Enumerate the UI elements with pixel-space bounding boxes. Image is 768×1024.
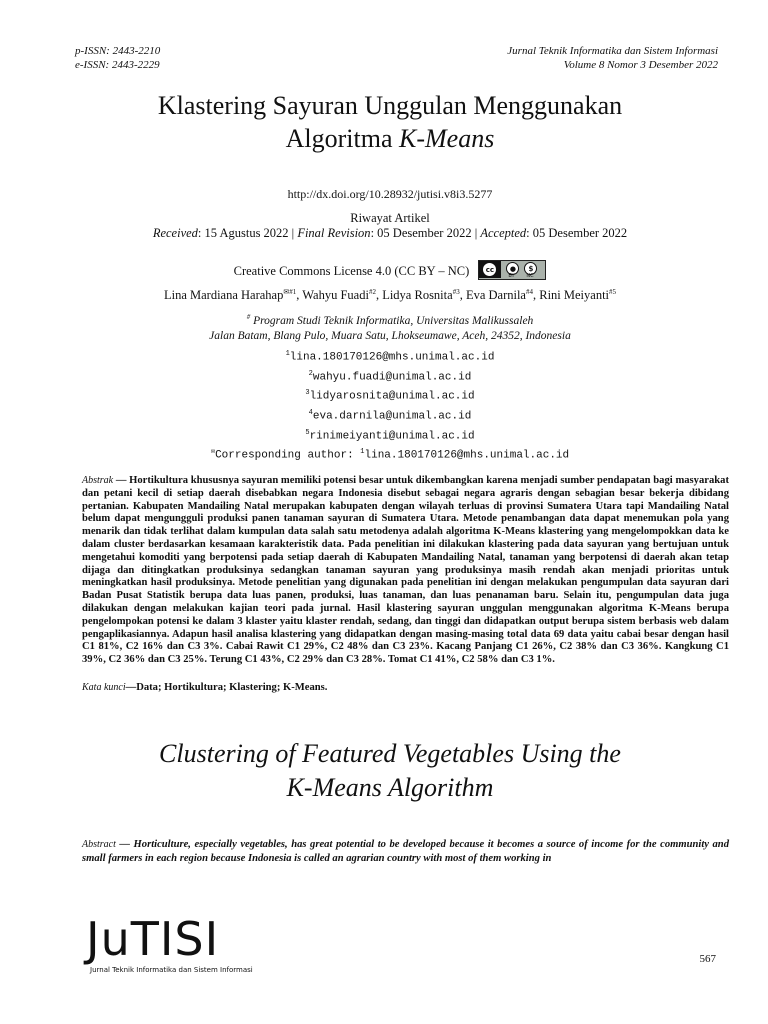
english-abstract-label: Abstract bbox=[82, 839, 116, 850]
english-abstract-text: — Horticulture, especially vegetables, has great potential to be developed because it becomes a source of income for the community and small farmers in each region because Indonesia is called an agrarian country with most of them working in bbox=[82, 839, 729, 864]
author-4-sup: #4 bbox=[525, 288, 533, 296]
envelope-icon: ✉ bbox=[210, 448, 216, 457]
history-dates bbox=[40, 226, 740, 241]
corresponding-author[interactable] bbox=[40, 444, 740, 464]
badge-nc-label: NC bbox=[526, 273, 534, 279]
cc-icon: cc bbox=[482, 262, 497, 277]
received-date: : 15 Agustus 2022 | bbox=[197, 226, 298, 240]
email-sup: 5 bbox=[305, 428, 310, 437]
affiliation-address: Jalan Batam, Blang Pulo, Muara Satu, Lhokseumawe, Aceh, 24352, Indonesia bbox=[209, 330, 571, 342]
author-1: Lina Mardiana Harahap bbox=[163, 288, 284, 303]
accepted-date: : 05 Desember 2022 bbox=[526, 226, 628, 240]
title-line-1: Klastering Sayuran Unggulan Menggunakan bbox=[157, 91, 623, 120]
cc-by-nc-badge-icon[interactable] bbox=[478, 260, 546, 280]
abstrak-label: Abstrak bbox=[82, 475, 114, 486]
nc-dollar-icon: $ bbox=[524, 262, 537, 275]
pissn: p-ISSN: 2443-2210 bbox=[75, 45, 161, 57]
email-sup: 4 bbox=[308, 408, 313, 417]
email-address: lidyarosnita@unimal.ac.id bbox=[309, 390, 475, 403]
email-sup: 3 bbox=[305, 389, 310, 398]
badge-by-label: BY bbox=[508, 273, 515, 279]
email-address: wahyu.fuadi@unimal.ac.id bbox=[312, 371, 472, 384]
eissn: e-ISSN: 2443-2229 bbox=[75, 59, 160, 71]
abstrak-text: — Hortikultura khususnya sayuran memiliki potensi besar untuk dikembangkan karena menjadi sumber pendapatan bagi masyarakat dan petani kecil di setiap daerah disebabkan negara Indonesia disebut sebagai negara agraris dengan sebagian besar bekerja dibidang pertanian. Kabupaten Mandailing Natal merupakan kabupaten dengan wilayah terluas di provinsi Sumatera Utara tapi Mandailing Natal belum dapat mengungguli produksi panen tanaman sayuran di Sumatera Utara. Metode penambangan data dapat menemukan pola yang menarik dan tidak terlihat dalam kumpulan data salah satu metodenya adalah algoritma K-Means klastering yang mengelompokkan data ke dalam cluster berdasarkan kesamaan karakteristik data. Pada penelitian ini dilakukan klastering pada data sayuran yang bertujuan untuk mengetahui komoditi yang berpotensi pada setiap daerah di Kabupaten Mandailing Natal, tanaman yang berpotensi di daerah akan tetap dijaga dan ditingkatkan produksinya sedangkan tanaman sayuran yang produksinya masih rendah akan menjadi prioritas untuk meningkatkan hasil produksinya. Metode penelitian yang digunakan pada penelitian ini dengan melakukan pengumpulan data sayuran dari Badan Pusat Statistik berupa data luas panen, produksi, luas tanaman, dan luas penanaman baru. Selain itu, pengumpulan data juga dilakukan dengan melakukan kajian teori pada jurnal. Hasil klastering sayuran unggulan menggunakan algoritma K-Means berupa pengelompokan potensi ke dalam 3 klaster yaitu klaster rendah, sedang, dan tinggi dan didapatkan output berupa sistem berbasis web dalam pengaplikasiannya. Adapun hasil analisa klastering yang didapatkan dengan masing-masing total data 69 data yaitu cabai besar dengan hasil C1 81%, C2 16% dan C3 3%. Cabai Rawit C1 29%, C2 48% dan C3 23%. Kacang Panjang C1 26%, C2 38% dan C3 36%. Kangkung C1 39%, C2 36% dan C3 25%. Terung C1 43%, C2 29% dan C3 28%. Tomat C1 41%, C2 58% dan C3 1%. bbox=[82, 475, 729, 666]
email-address: lina.180170126@mhs.unimal.ac.id bbox=[289, 351, 495, 364]
keywords-text: —Data; Hortikultura; Klastering; K-Means. bbox=[125, 682, 328, 693]
journal-name: Jurnal Teknik Informatika dan Sistem Informasi bbox=[507, 45, 718, 57]
affiliation-sup: # bbox=[246, 313, 251, 321]
email-item[interactable] bbox=[40, 385, 740, 405]
title-line-2-italic: K-Means bbox=[399, 124, 495, 153]
email-sup: 1 bbox=[285, 350, 290, 358]
author-list bbox=[40, 288, 740, 303]
email-item[interactable] bbox=[40, 425, 740, 445]
english-title-line-2: K-Means Algorithm bbox=[286, 773, 494, 802]
keywords-label: Kata kunci bbox=[82, 682, 126, 693]
received-label: Received bbox=[152, 226, 198, 240]
journal-volume: Volume 8 Nomor 3 Desember 2022 bbox=[563, 59, 718, 71]
author-5: , Rini Meiyanti bbox=[532, 288, 610, 303]
english-abstract bbox=[82, 838, 729, 866]
english-title bbox=[40, 737, 740, 805]
email-address: eva.darnila@unimal.ac.id bbox=[312, 410, 472, 423]
paper-title bbox=[40, 89, 740, 155]
email-item[interactable] bbox=[40, 346, 740, 366]
accepted-label: Accepted bbox=[480, 226, 527, 240]
author-5-sup: #5 bbox=[609, 288, 617, 296]
email-sup: 2 bbox=[308, 369, 313, 378]
journal-info bbox=[507, 44, 718, 72]
final-date: : 05 Desember 2022 | bbox=[370, 226, 481, 240]
english-title-line-1: Clustering of Featured Vegetables Using the bbox=[159, 739, 621, 768]
author-2-sup: #2 bbox=[368, 288, 376, 296]
license-text: Creative Commons License 4.0 (CC BY – NC) bbox=[233, 263, 470, 278]
doi-link[interactable]: http://dx.doi.org/10.28932/jutisi.v8i3.5277 bbox=[287, 187, 493, 201]
author-1-sup: ✉#1 bbox=[283, 288, 297, 296]
corresponding-label: Corresponding author: bbox=[215, 449, 361, 462]
history-heading: Riwayat Artikel bbox=[350, 211, 430, 225]
title-line-2-plain: Algoritma bbox=[285, 124, 400, 153]
affiliation-program: Program Studi Teknik Informatika, Universitas Malikussaleh bbox=[250, 314, 534, 327]
email-item[interactable] bbox=[40, 366, 740, 386]
abstrak-paragraph bbox=[82, 475, 729, 667]
author-4: , Eva Darnila bbox=[459, 288, 526, 303]
author-3: , Lidya Rosnita bbox=[375, 288, 453, 303]
author-3-sup: #3 bbox=[452, 288, 460, 296]
email-item[interactable] bbox=[40, 405, 740, 425]
affiliation bbox=[40, 313, 740, 327]
final-label: Final Revision bbox=[297, 226, 371, 240]
author-2: , Wahyu Fuadi bbox=[296, 288, 369, 303]
page-number: 567 bbox=[699, 953, 716, 965]
jutisi-logo: JuTISI bbox=[86, 912, 220, 966]
by-person-icon: ● bbox=[506, 262, 519, 275]
email-list bbox=[40, 346, 740, 464]
issn-block bbox=[75, 44, 160, 72]
corresponding-sup: 1 bbox=[360, 448, 365, 457]
email-address: rinimeiyanti@unimal.ac.id bbox=[309, 430, 475, 443]
license-line bbox=[40, 262, 740, 282]
jutisi-logo-subtitle: Jurnal Teknik Informatika dan Sistem Informasi bbox=[90, 966, 253, 974]
keywords bbox=[82, 682, 327, 693]
title-line-2 bbox=[40, 122, 740, 155]
corresponding-address: lina.180170126@mhs.unimal.ac.id bbox=[364, 449, 570, 462]
